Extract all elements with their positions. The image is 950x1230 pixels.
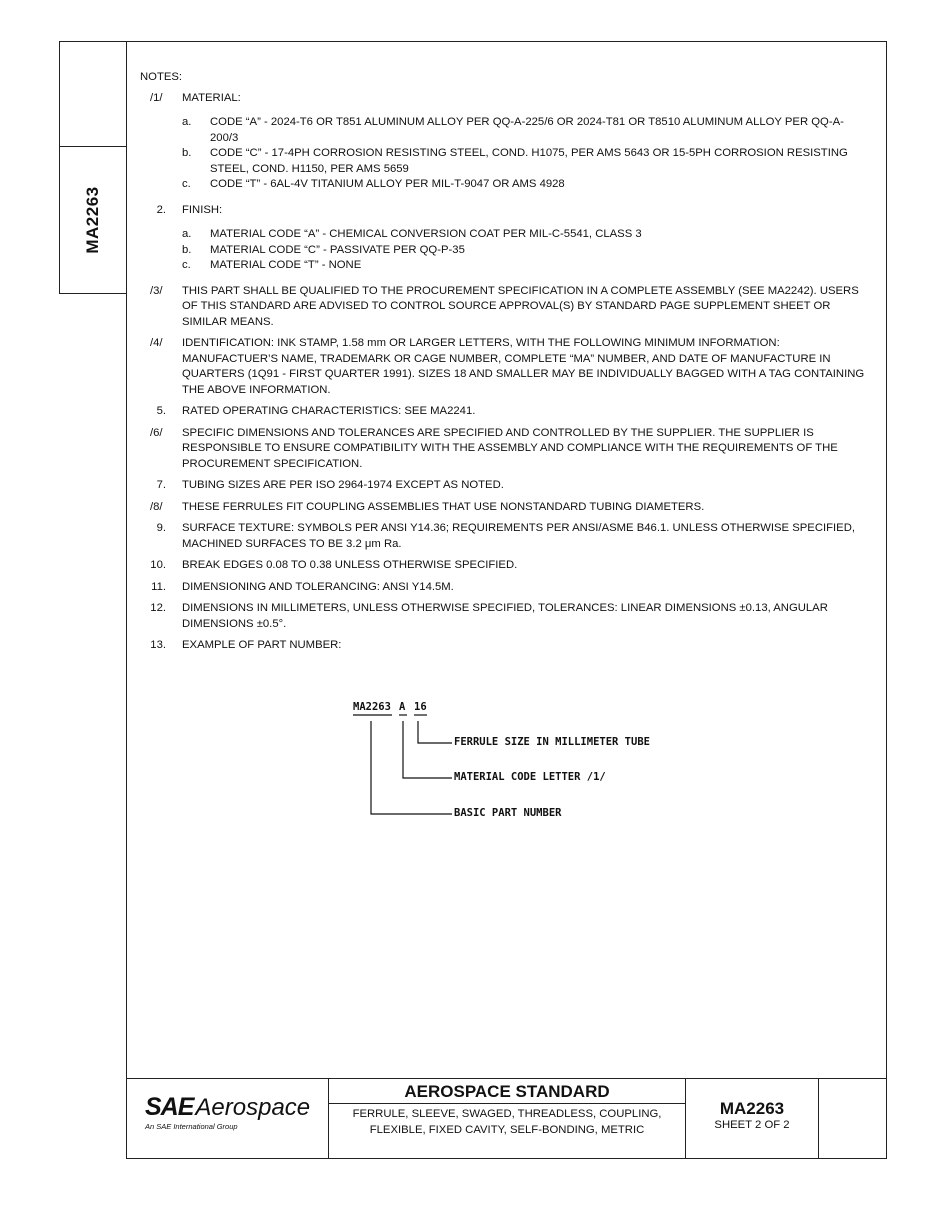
- sub-text: CODE “A” - 2024-T6 OR T851 ALUMINUM ALLOY PER QQ-A-225/6 OR 2024-T81 OR T8510 ALUMINUM ALLOY PER QQ-A-200/3: [210, 116, 844, 144]
- sub-item: [182, 177, 865, 193]
- label-material-code: MATERIAL CODE LETTER /1/: [454, 771, 606, 783]
- note-number: /6/: [150, 426, 163, 439]
- note-4: [140, 336, 865, 398]
- logo-cell: [127, 1079, 329, 1158]
- note-5: [140, 404, 865, 420]
- note-text: BREAK EDGES 0.08 TO 0.38 UNLESS OTHERWISE SPECIFIED.: [182, 559, 518, 571]
- logo-word: Aerospace: [195, 1094, 311, 1121]
- note-number: 10.: [150, 559, 166, 571]
- note-11: [140, 580, 865, 596]
- note-7: [140, 478, 865, 494]
- part-description: FERRULE, SLEEVE, SWAGED, THREADLESS, COUPLING, FLEXIBLE, FIXED CAVITY, SELF-BONDING, METRIC: [352, 1108, 662, 1136]
- sub-item: [182, 227, 865, 243]
- part-number-example: [340, 695, 700, 835]
- sub-text: MATERIAL CODE “C” - PASSIVATE PER QQ-P-35: [210, 243, 465, 256]
- sub-item: [182, 243, 865, 259]
- leader-size: [418, 721, 452, 743]
- sub-letter: a.: [182, 228, 192, 240]
- note-2: [140, 203, 865, 278]
- sheet-number: SHEET 2 OF 2: [714, 1119, 790, 1131]
- logo-tagline: An SAE International Group: [145, 1122, 238, 1131]
- note-number: /1/: [150, 91, 163, 104]
- note-number: 2.: [156, 203, 166, 216]
- sub-item: [182, 146, 865, 177]
- sub-text: CODE “T” - 6AL-4V TITANIUM ALLOY PER MIL-T-9047 OR AMS 4928: [210, 178, 565, 190]
- side-tab: [59, 41, 127, 294]
- sae-aerospace-logo: [145, 1093, 310, 1122]
- leader-basic: [371, 721, 452, 814]
- sub-letter: b.: [182, 243, 192, 256]
- example-material-code: A: [399, 701, 406, 713]
- side-doc-number: MA2263: [83, 186, 102, 254]
- sub-letter: c.: [182, 178, 191, 190]
- note-text: MATERIAL:: [182, 91, 241, 104]
- note-text: TUBING SIZES ARE PER ISO 2964-1974 EXCEPT AS NOTED.: [182, 479, 504, 491]
- sub-item: [182, 258, 865, 274]
- note-number: 13.: [150, 639, 166, 651]
- sub-letter: c.: [182, 259, 191, 271]
- note-text: DIMENSIONS IN MILLIMETERS, UNLESS OTHERWISE SPECIFIED, TOLERANCES: LINEAR DIMENSIONS ±0.13, ANGULAR DIMENSIONS ±0.5°.: [182, 602, 828, 630]
- note-number: 9.: [156, 522, 166, 534]
- example-size: 16: [414, 701, 427, 713]
- notes-section: [140, 70, 865, 660]
- note-text: IDENTIFICATION: INK STAMP, 1.58 mm OR LARGER LETTERS, WITH THE FOLLOWING MINIMUM INFORMATION: MANUFACTUER’S NAME, TRADEMARK OR CAGE NUMBER, COMPLETE “MA” NUMBER, AND DATE OF MANUFACTURE IN QUARTERS (1Q91 - FIRST QUARTER 1991). SIZES 18 AND SMALLER MAY BE INDIVIDUALLY BAGGED WITH A TAG CONTAINING THE ABOVE INFORMATION.: [182, 337, 865, 396]
- leader-material: [403, 721, 452, 778]
- note-1: [140, 91, 865, 197]
- note-6: [140, 426, 865, 473]
- note-text: SPECIFIC DIMENSIONS AND TOLERANCES ARE SPECIFIED AND CONTROLLED BY THE SUPPLIER. THE SUPPLIER IS RESPONSIBLE TO ENSURE COMPATIBILITY WITH THE ASSEMBLY AND COMPLIANCE WITH THE REQUIREMENTS OF THE PROCUREMENT SPECIFICATION.: [182, 426, 838, 470]
- note-text: RATED OPERATING CHARACTERISTICS: SEE MA2241.: [182, 405, 476, 417]
- doc-number: MA2263: [719, 1099, 785, 1118]
- sub-letter: a.: [182, 116, 192, 128]
- logo-brand: SAE: [145, 1093, 194, 1121]
- notes-title: NOTES:: [140, 71, 183, 83]
- note-3: [140, 284, 865, 331]
- blank-cell: [819, 1079, 886, 1158]
- note-number: /8/: [150, 500, 163, 513]
- title-cell: [329, 1079, 686, 1158]
- note-9: [140, 521, 865, 552]
- note-12: [140, 601, 865, 632]
- label-ferrule-size: FERRULE SIZE IN MILLIMETER TUBE: [454, 736, 650, 748]
- sub-text: MATERIAL CODE “A” - CHEMICAL CONVERSION COAT PER MIL-C-5541, CLASS 3: [210, 228, 642, 240]
- standard-type: AEROSPACE STANDARD: [329, 1079, 685, 1104]
- sub-text: MATERIAL CODE “T” - NONE: [210, 259, 362, 271]
- sub-item: [182, 115, 865, 146]
- note-text: DIMENSIONING AND TOLERANCING: ANSI Y14.5M.: [182, 580, 454, 593]
- note-text: SURFACE TEXTURE: SYMBOLS PER ANSI Y14.36; REQUIREMENTS PER ANSI/ASME B46.1. UNLESS OTHERWISE SPECIFIED, MACHINED SURFACES TO BE 3.2 μm Ra.: [182, 522, 855, 550]
- note-10: [140, 558, 865, 574]
- title-block: [126, 1078, 887, 1159]
- note-text: THESE FERRULES FIT COUPLING ASSEMBLIES THAT USE NONSTANDARD TUBING DIAMETERS.: [182, 500, 705, 513]
- note-number: /3/: [150, 284, 163, 297]
- note-text: THIS PART SHALL BE QUALIFIED TO THE PROCUREMENT SPECIFICATION IN A COMPLETE ASSEMBLY (SEE MA2242). USERS OF THIS STANDARD ARE ADVISED TO CONTROL SOURCE APPROVAL(S) BY STANDARD PAGE SUPPLEMENT SHEET OR SIMILAR MEANS.: [182, 284, 859, 328]
- note-8: [140, 500, 865, 516]
- sub-letter: b.: [182, 147, 192, 159]
- note-13: [140, 638, 865, 654]
- note-number: /4/: [150, 337, 163, 349]
- note-number: 12.: [150, 602, 166, 614]
- example-basic-part: MA2263: [353, 701, 391, 713]
- note-number: 5.: [156, 405, 166, 417]
- note-text: EXAMPLE OF PART NUMBER:: [182, 639, 342, 651]
- doc-number-cell: [686, 1079, 819, 1158]
- note-text: FINISH:: [182, 203, 223, 216]
- side-tab-divider: [59, 146, 127, 147]
- note-number: 11.: [151, 580, 166, 593]
- sub-text: CODE “C” - 17-4PH CORROSION RESISTING STEEL, COND. H1075, PER AMS 5643 OR 15-5PH CORROSION RESISTING STEEL, COND. H1150, PER AMS 5659: [210, 147, 848, 175]
- note-number: 7.: [156, 479, 166, 491]
- label-basic-part: BASIC PART NUMBER: [454, 807, 562, 819]
